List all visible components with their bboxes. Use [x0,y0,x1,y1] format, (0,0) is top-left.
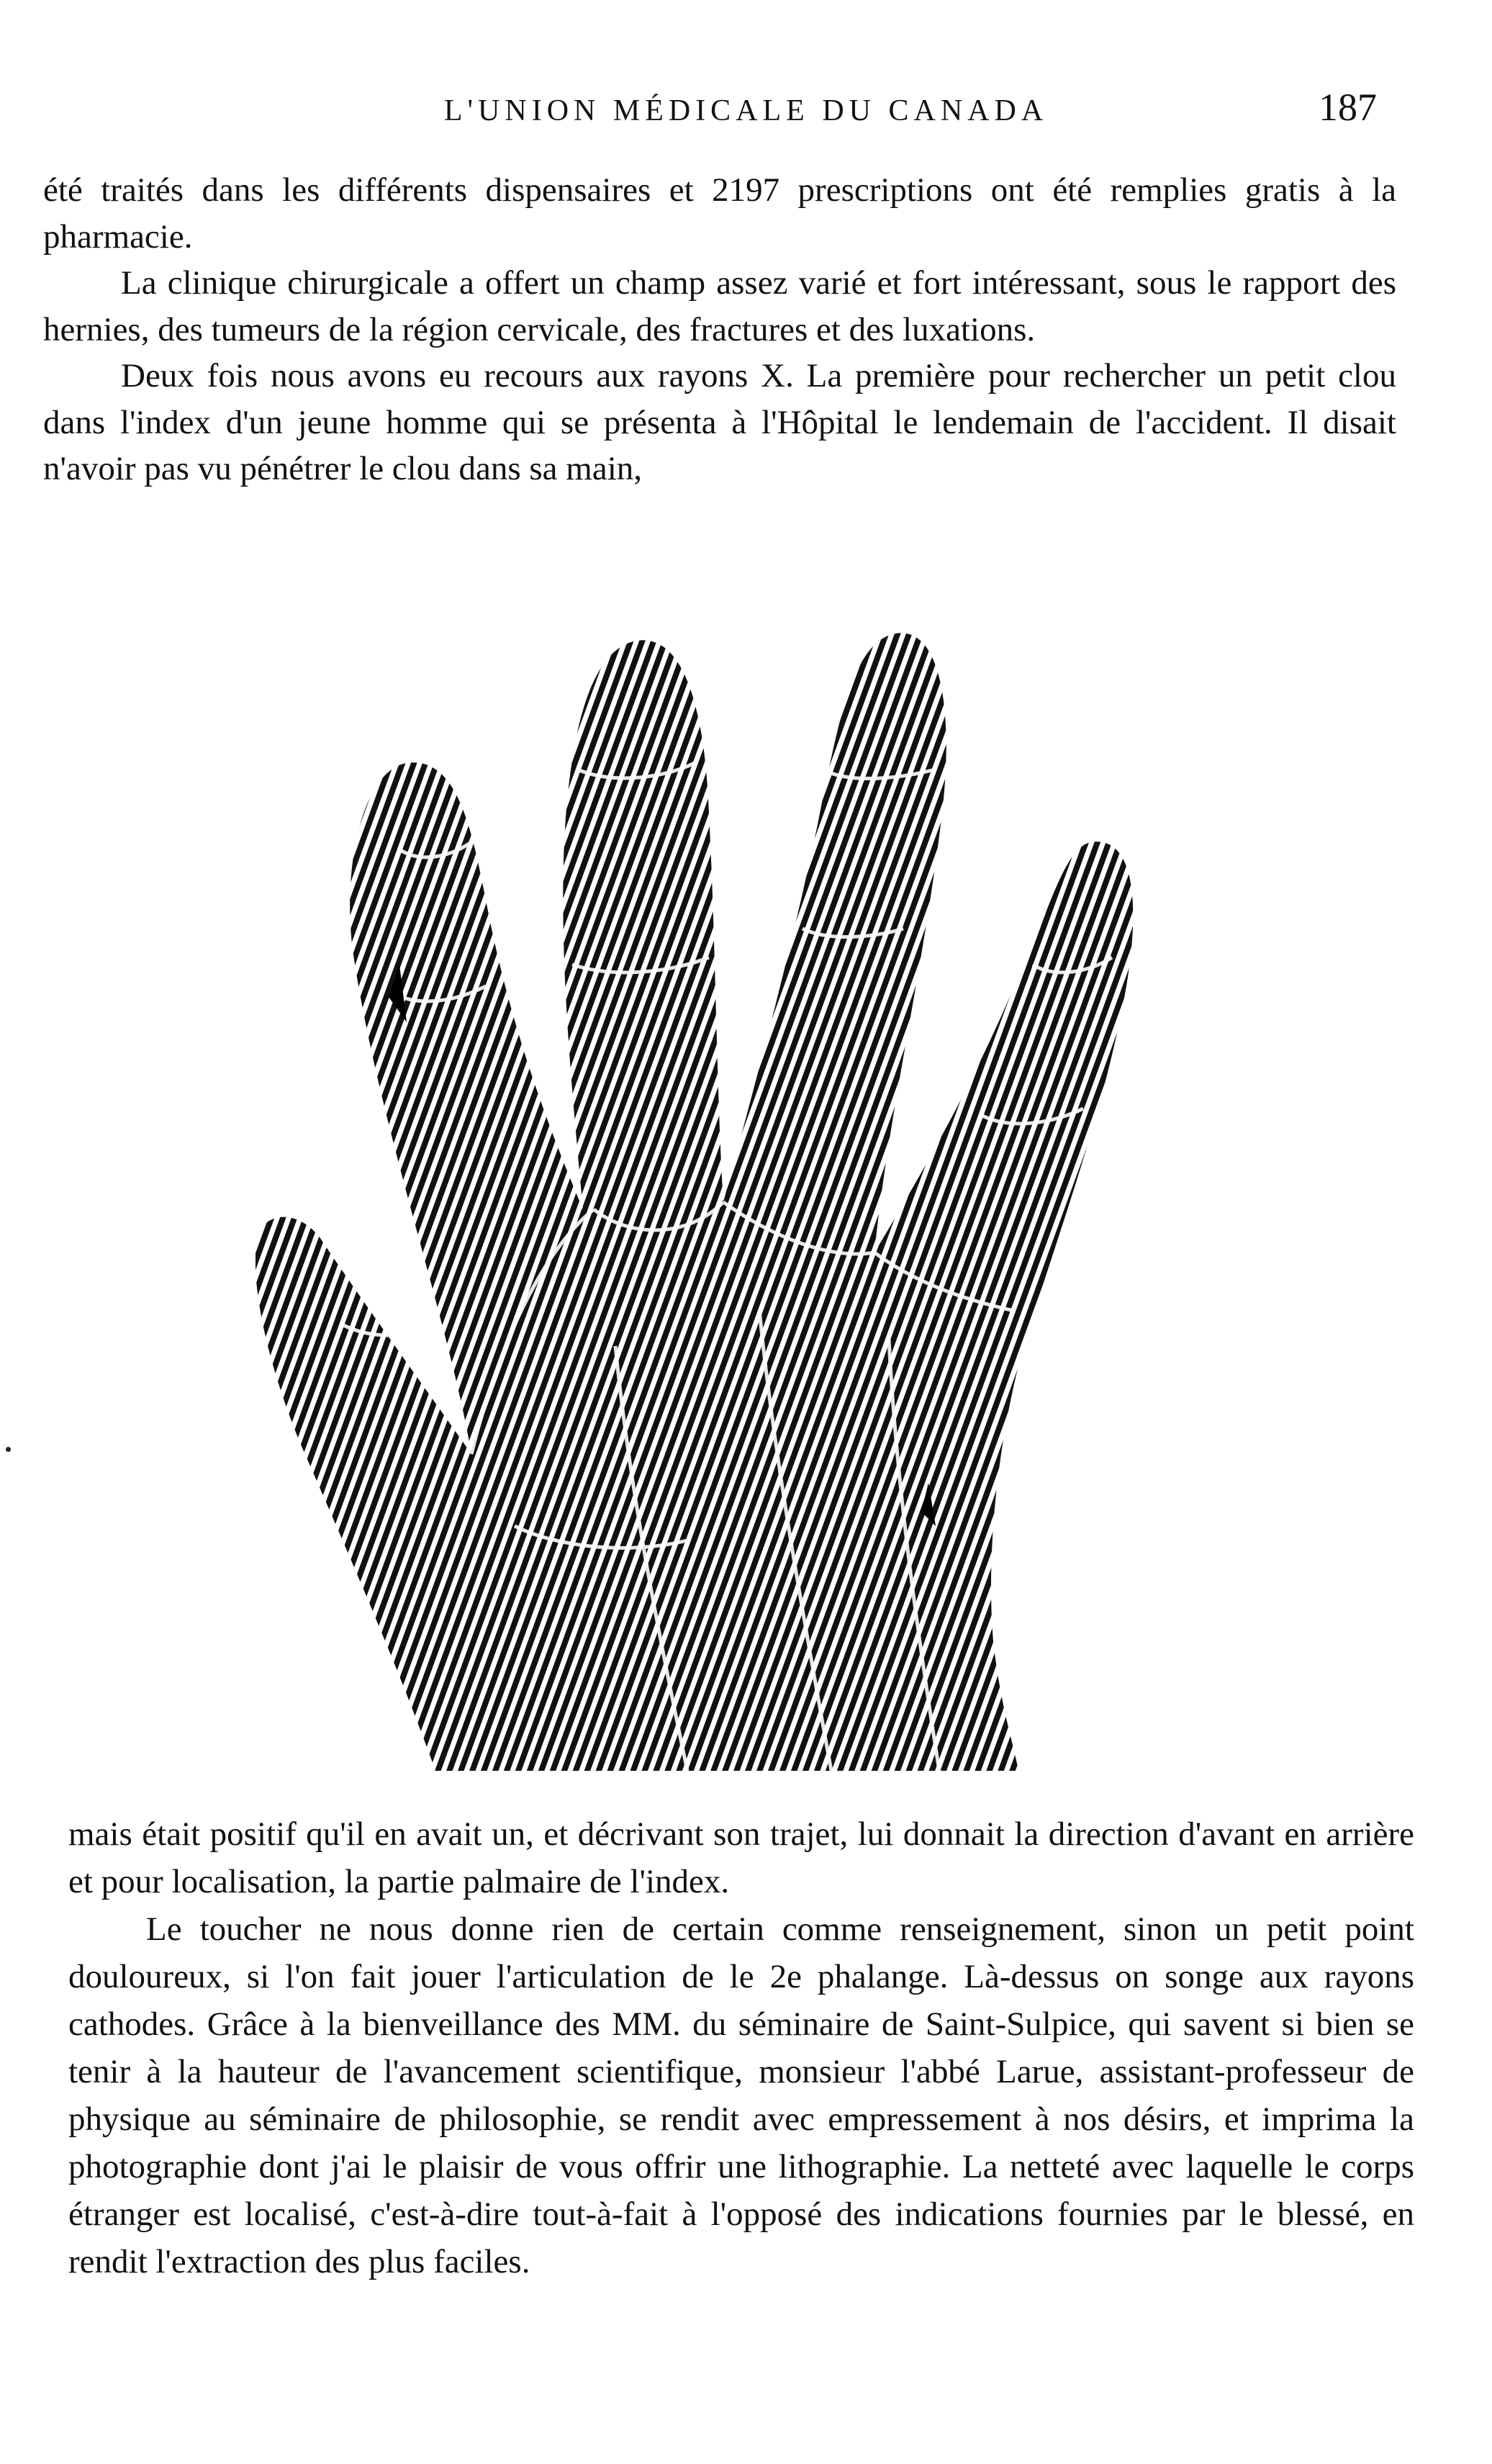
paragraph-3: Deux fois nous avons eu recours aux rayons X. La première pour rechercher un petit clou dans l'index d'un jeune homme qui se présenta à l'Hôpital le lendemain de l'accident. Il disait n'avoir pas vu pénétrer le clou dans sa main, [43,357,1396,487]
paragraph-1: été traités dans les différents dispensaires et 2197 prescriptions ont été remplies gratis à la pharmacie. [43,171,1396,256]
paragraph-2: La clinique chirurgicale a offert un champ assez varié et fort intéressant, sous le rapport des hernies, des tumeurs de la région cervicale, des fractures et des luxations. [43,264,1396,348]
print-speck [6,1447,11,1452]
paragraph-5: Le toucher ne nous donne rien de certain comme renseignement, sinon un petit point douloureux, si l'on fait jouer l'articulation de le 2e phalange. Là-dessus on songe aux rayons cathodes. Grâce à la bienveillance des MM. du séminaire de Saint-Sulpice, qui savent si bien se tenir à la hauteur de l'avancement scientifique, monsieur l'abbé Larue, assistant-professeur de physique au séminaire de philosophie, se rendit avec empressement à nos désirs, et imprima la photographie dont j'ai le plaisir de vous offrir une lithographie. La netteté avec laquelle le corps étranger est localisé, c'est-à-dire tout-à-fait à l'opposé des indications fournies par le blessé, en rendit l'extraction des plus faciles. [68,1910,1414,2280]
text-block-bottom [68,1810,1414,2285]
running-title: L'UNION MÉDICALE DU CANADA [443,94,1049,127]
page-number: 187 [1319,86,1377,129]
paragraph-4: mais était positif qu'il en avait un, et décrivant son trajet, lui donnait la direction d'avant en arrière et pour localisation, la partie palmaire de l'index. [68,1815,1414,1900]
text-block-top [43,167,1396,492]
hand-xray-illustration [256,590,1191,1800]
running-header [0,85,1492,150]
hand-xray-figure [256,590,1191,1800]
